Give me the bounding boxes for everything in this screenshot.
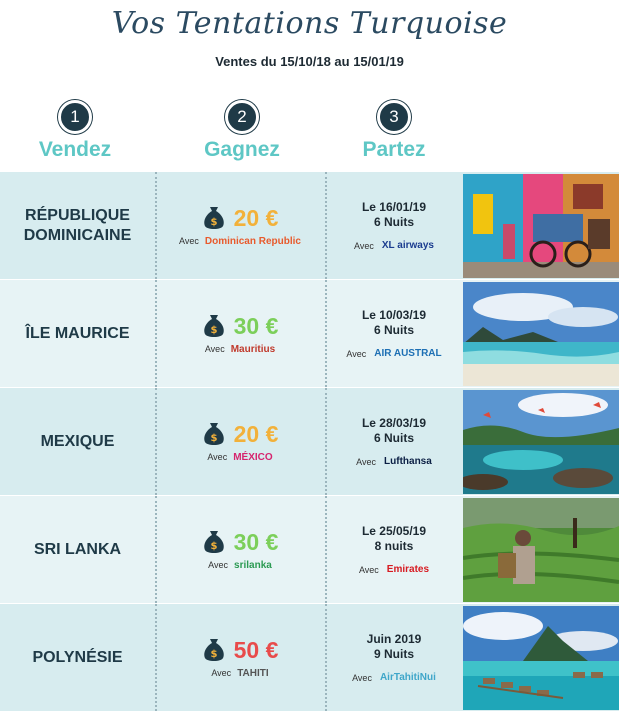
money-bag-icon [202, 205, 226, 231]
gain-amount: 50 € [233, 636, 279, 663]
avec-label: Avec [354, 240, 374, 251]
avec-label: Avec [204, 344, 225, 354]
money-bag-icon [202, 313, 226, 339]
destination-photo [463, 280, 619, 387]
trip-date: Le 10/03/19 [361, 308, 427, 322]
avec-label: Avec [207, 452, 228, 462]
table-row [0, 604, 619, 712]
airline-logo: XL airways [381, 240, 434, 251]
trip-date: Le 16/01/19 [361, 200, 427, 214]
partner-logo: Mauritius [230, 343, 276, 355]
svg-text:$: $ [210, 541, 218, 552]
table-row [0, 172, 619, 280]
svg-text:$: $ [210, 433, 218, 444]
airline-logo: Emirates [386, 564, 430, 575]
step-label: Gagnez [204, 138, 280, 161]
photo-image [463, 606, 619, 710]
trip-cell [325, 496, 463, 603]
destination-photo [463, 604, 619, 711]
airline-logo: AIR AUSTRAL [374, 348, 442, 359]
step-label: Vendez [38, 138, 112, 161]
photo-image [463, 390, 619, 494]
title-accent: Turquoise [349, 6, 508, 41]
gain-amount: 30 € [233, 528, 279, 555]
photo-image [463, 174, 619, 278]
airline-logo: Lufthansa [384, 456, 432, 467]
airline-logo: AirTahitiNui [379, 672, 436, 683]
partner-logo: TAHITI [237, 667, 269, 679]
gain-cell [155, 172, 325, 279]
avec-label: Avec [179, 236, 199, 246]
gain-cell [155, 280, 325, 387]
destination-photo [463, 496, 619, 603]
table-row [0, 280, 619, 388]
partner-logo: Dominican Republic [204, 235, 301, 247]
destination-photo [463, 388, 619, 495]
money-bag-icon [202, 529, 226, 555]
title-main: Vos Tentations [111, 6, 350, 41]
step-label: Partez [362, 138, 426, 161]
country-name: ÎLE MAURICE [25, 324, 130, 342]
trip-nights: 6 Nuits [373, 431, 414, 445]
step-number-icon: 2 [225, 100, 259, 134]
step-number-icon: 3 [377, 100, 411, 134]
photo-image [463, 498, 619, 602]
money-bag-icon [202, 637, 226, 663]
steps-header [0, 100, 619, 170]
gain-cell [155, 388, 325, 495]
money-bag-icon [202, 421, 226, 447]
svg-text:$: $ [210, 325, 218, 336]
country-name: POLYNÉSIE [32, 648, 123, 666]
destination-photo [463, 172, 619, 279]
trip-date: Juin 2019 [366, 632, 422, 646]
svg-text:$: $ [210, 217, 218, 228]
trip-nights: 6 Nuits [373, 215, 414, 229]
avec-label: Avec [208, 560, 229, 570]
trip-nights: 8 nuits [374, 539, 414, 553]
step-vendez [0, 100, 150, 162]
gain-amount: 20 € [233, 204, 279, 231]
avec-label: Avec [352, 672, 372, 683]
avec-label: Avec [356, 456, 377, 467]
trip-cell [325, 280, 463, 387]
gain-amount: 20 € [233, 420, 279, 447]
trip-nights: 6 Nuits [373, 323, 414, 337]
avec-label: Avec [358, 564, 379, 575]
trip-date: Le 28/03/19 [361, 416, 427, 430]
avec-label: Avec [211, 668, 232, 678]
step-partez [319, 100, 469, 162]
offers-table [0, 172, 619, 712]
trip-cell [325, 388, 463, 495]
trip-date: Le 25/05/19 [361, 524, 427, 538]
trip-nights: 9 Nuits [373, 647, 414, 661]
country-name: RÉPUBLIQUE DOMINICAINE [23, 206, 132, 244]
avec-label: Avec [346, 348, 367, 359]
trip-cell [325, 604, 463, 711]
step-number-icon: 1 [58, 100, 92, 134]
partner-logo: MÉXICO [233, 451, 273, 463]
step-gagnez [167, 100, 317, 162]
country-name: MEXIQUE [40, 432, 115, 450]
gain-cell [155, 604, 325, 711]
gain-cell [155, 496, 325, 603]
gain-amount: 30 € [233, 312, 279, 339]
table-row [0, 388, 619, 496]
trip-cell [325, 172, 463, 279]
partner-logo: srilanka [234, 559, 272, 571]
table-row [0, 496, 619, 604]
photo-image [463, 282, 619, 386]
country-name: SRI LANKA [33, 540, 122, 558]
page-title [0, 6, 619, 41]
svg-text:$: $ [210, 649, 218, 660]
subtitle: Ventes du 15/10/18 au 15/01/19 [215, 54, 404, 69]
